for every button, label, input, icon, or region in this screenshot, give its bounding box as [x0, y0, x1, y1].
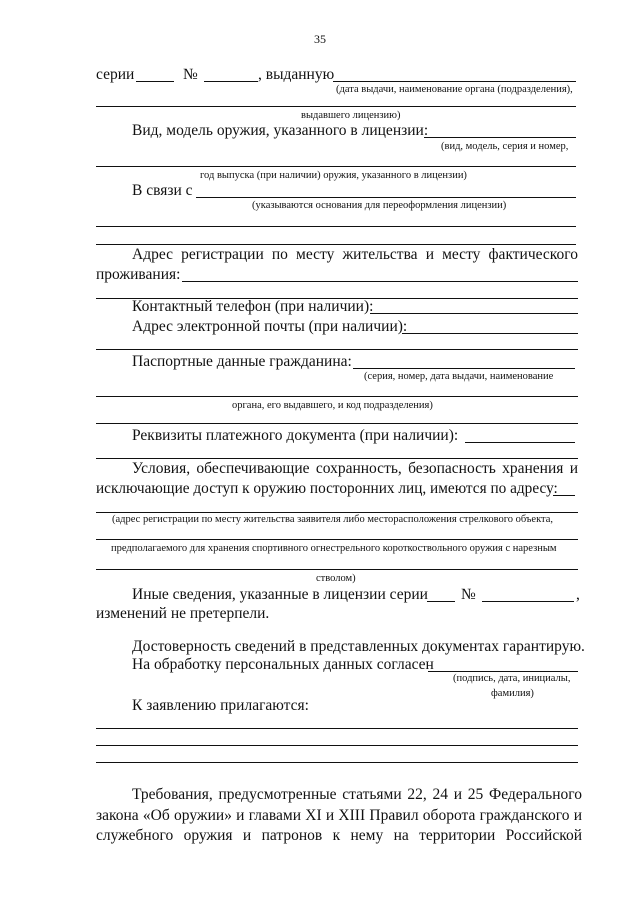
- hint-passport: (серия, номер, дата выдачи, наименование: [364, 371, 554, 382]
- signature-blank[interactable]: [428, 671, 578, 672]
- hint-storage-address: (адрес регистрации по месту жительства заявителя либо месторасположения стрелкового объекта,: [112, 514, 554, 525]
- hint-weapon-year: год выпуска (при наличии) оружия, указанного в лицензии): [200, 170, 467, 181]
- number-blank[interactable]: [204, 81, 258, 82]
- guarantee-text: Достоверность сведений в представленных документах гарантирую.: [132, 638, 585, 655]
- series-blank[interactable]: [136, 81, 174, 82]
- attachments-blank-2[interactable]: [96, 745, 578, 746]
- email-blank-2[interactable]: [96, 349, 578, 350]
- hint-weapon-type: (вид, модель, серия и номер,: [441, 141, 569, 152]
- attachments-label: К заявлению прилагаются:: [132, 697, 309, 714]
- storage-label-line1: Условия, обеспечивающие сохранность, безопасность хранения и: [132, 460, 578, 477]
- reason-blank-3[interactable]: [96, 244, 576, 245]
- hint-reason: (указываются основания для переоформления лицензии): [252, 200, 507, 211]
- phone-label: Контактный телефон (при наличии):: [132, 298, 374, 315]
- requirements-line3: служебного оружия и патронов к нему на территории Российской: [96, 827, 582, 844]
- reason-blank[interactable]: [196, 197, 576, 198]
- hint-passport-issuer: органа, его выдавшего, и код подразделения): [232, 400, 433, 411]
- email-label: Адрес электронной почты (при наличии):: [132, 318, 408, 335]
- other-info-unchanged: изменений не претерпели.: [96, 605, 270, 622]
- other-comma: ,: [576, 586, 580, 603]
- address-blank[interactable]: [182, 281, 578, 282]
- hint-surname: фамилия): [491, 688, 534, 699]
- hint-storage-weapon: предполагаемого для хранения спортивного огнестрельного короткоствольного оружия с нарезным: [111, 543, 557, 554]
- reason-blank-2[interactable]: [96, 226, 576, 227]
- email-blank[interactable]: [402, 333, 578, 334]
- passport-blank[interactable]: [353, 368, 575, 369]
- storage-blank-4[interactable]: [96, 569, 578, 570]
- passport-blank-3[interactable]: [96, 423, 578, 424]
- hint-issuer: выдавшего лицензию): [301, 110, 401, 121]
- storage-blank[interactable]: [553, 495, 575, 496]
- attachments-blank-1[interactable]: [96, 728, 578, 729]
- hint-signature: (подпись, дата, инициалы,: [453, 673, 571, 684]
- payment-label: Реквизиты платежного документа (при наличии):: [132, 427, 459, 444]
- other-series-blank[interactable]: [427, 601, 455, 602]
- phone-blank[interactable]: [370, 313, 578, 314]
- issued-label: , выданную: [258, 66, 335, 83]
- number-sign: №: [183, 66, 198, 83]
- payment-blank[interactable]: [465, 442, 575, 443]
- other-number-blank[interactable]: [482, 601, 574, 602]
- payment-blank-2[interactable]: [96, 458, 578, 459]
- address-label-line2: проживания:: [96, 266, 181, 283]
- hint-issue-date: (дата выдачи, наименование органа (подразделения),: [336, 84, 573, 95]
- weapon-type-blank-2[interactable]: [96, 166, 576, 167]
- reason-label: В связи с: [132, 182, 193, 199]
- requirements-line2: закона «Об оружии» и главами XI и XIII Правил оборота гражданского и: [96, 807, 582, 824]
- other-info-label: Иные сведения, указанные в лицензии серии: [132, 586, 428, 603]
- weapon-type-label: Вид, модель оружия, указанного в лицензии:: [132, 122, 429, 139]
- hint-barrel: стволом): [316, 573, 356, 584]
- storage-blank-3[interactable]: [96, 539, 578, 540]
- consent-label: На обработку персональных данных согласен: [132, 656, 434, 673]
- weapon-type-blank[interactable]: [424, 137, 576, 138]
- issuer-blank[interactable]: [333, 81, 576, 82]
- storage-blank-2[interactable]: [96, 512, 578, 513]
- requirements-line1: Требования, предусмотренные статьями 22, 24 и 25 Федерального: [132, 786, 582, 803]
- page-number: 35: [314, 32, 326, 46]
- passport-label: Паспортные данные гражданина:: [132, 353, 352, 370]
- other-number-sign: №: [461, 586, 476, 603]
- attachments-blank-3[interactable]: [96, 762, 578, 763]
- passport-blank-2[interactable]: [96, 396, 578, 397]
- address-label-line1: Адрес регистрации по месту жительства и месту фактического: [132, 246, 578, 263]
- series-label: серии: [96, 66, 135, 83]
- issuer-blank-2[interactable]: [96, 106, 576, 107]
- storage-label-line2: исключающие доступ к оружию посторонних лиц, имеются по адресу:: [96, 480, 558, 497]
